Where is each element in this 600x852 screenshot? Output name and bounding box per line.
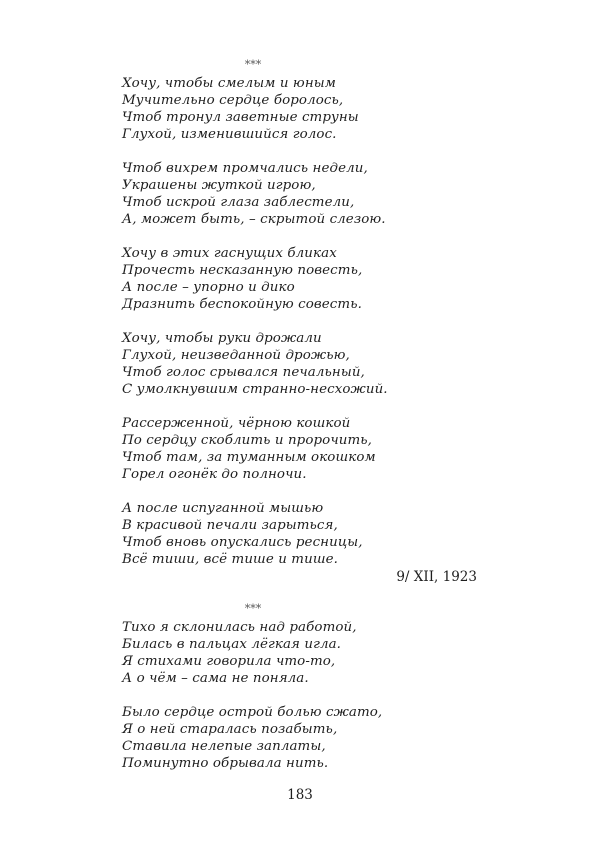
verse-line: Чтоб вновь опускались ресницы, xyxy=(122,535,363,550)
verse-line: Чтоб тронул заветные струны xyxy=(122,110,359,125)
stanza xyxy=(122,704,482,772)
verse-line: Всё тиши, всё тише и тише. xyxy=(122,552,338,567)
verse-line: Рассерженной, чёрною кошкой xyxy=(122,416,351,431)
verse-line: Прочесть несказанную повесть, xyxy=(122,263,363,278)
stanza xyxy=(122,415,482,483)
verse-line: Билась в пальцах лёгкая игла. xyxy=(122,637,342,652)
verse-line: Чтоб там, за туманным окошком xyxy=(122,450,376,465)
verse-line: Чтоб вихрем промчались недели, xyxy=(122,161,368,176)
verse-line: Украшены жуткой игрою, xyxy=(122,178,316,193)
poem-separator: *** xyxy=(244,602,262,615)
verse-line: Было сердце острой болью сжато, xyxy=(122,705,383,720)
verse-line: Я о ней старалась позабыть, xyxy=(122,722,338,737)
verse-line: Поминутно обрывала нить. xyxy=(122,756,329,771)
verse-line: Ставила нелепые заплаты, xyxy=(122,739,326,754)
verse-line: Я стихами говорила что-то, xyxy=(122,654,336,669)
poem-date: 9/ XII, 1923 xyxy=(396,569,477,585)
stanza xyxy=(122,75,482,143)
verse-line: Чтоб голос срывался печальный, xyxy=(122,365,365,380)
poem-1 xyxy=(122,75,482,585)
stanza xyxy=(122,330,482,398)
verse-line: По сердцу скоблить и пророчить, xyxy=(122,433,373,448)
verse-line: Горел огонёк до полночи. xyxy=(122,467,307,482)
poem-separator: *** xyxy=(244,58,262,71)
verse-line: А о чём – сама не поняла. xyxy=(122,671,309,686)
verse-line: Хочу, чтобы смелым и юным xyxy=(122,76,336,91)
verse-line: Дразнить беспокойную совесть. xyxy=(122,297,362,312)
stanza xyxy=(122,160,482,228)
verse-line: А, может быть, – скрытой слезою. xyxy=(122,212,386,227)
verse-line: Тихо я склонилась над работой, xyxy=(122,620,357,635)
verse-line: Хочу в этих гаснущих бликах xyxy=(122,246,337,261)
poem-2 xyxy=(122,619,482,789)
verse-line: Чтоб искрой глаза заблестели, xyxy=(122,195,355,210)
verse-line: С умолкнувшим странно-несхожий. xyxy=(122,382,388,397)
verse-line: В красивой печали зарыться, xyxy=(122,518,338,533)
verse-line: Глухой, неизведанной дрожью, xyxy=(122,348,350,363)
verse-line: А после – упорно и дико xyxy=(122,280,295,295)
verse-line: А после испуганной мышью xyxy=(122,501,324,516)
page-number: 183 xyxy=(287,787,313,803)
verse-line: Глухой, изменившийся голос. xyxy=(122,127,337,142)
stanza xyxy=(122,619,482,687)
stanza xyxy=(122,500,482,568)
verse-line: Хочу, чтобы руки дрожали xyxy=(122,331,322,346)
stanza xyxy=(122,245,482,313)
verse-line: Мучительно сердце боролось, xyxy=(122,93,344,108)
